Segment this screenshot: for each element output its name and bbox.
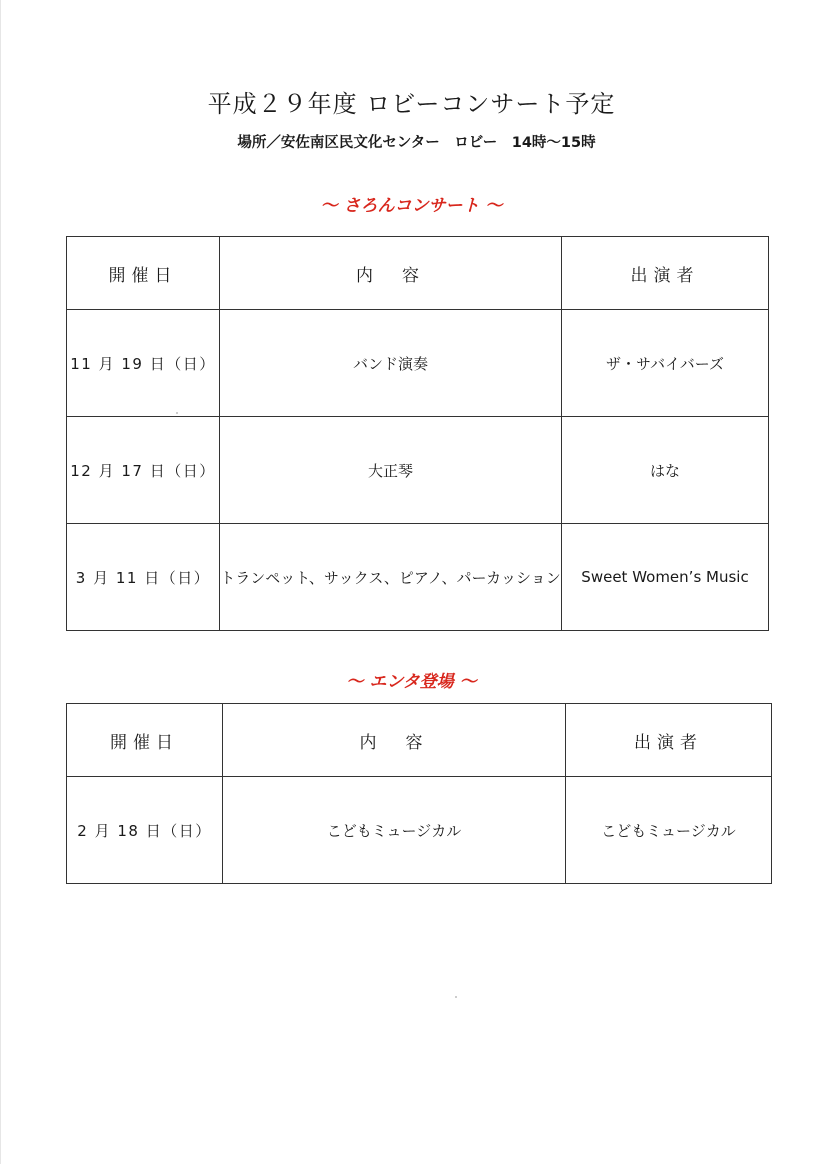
table-row [67, 310, 769, 417]
performer-cell: はな [562, 417, 769, 524]
performer-cell: ザ・サバイバーズ [562, 310, 769, 417]
content-cell: バンド演奏 [220, 310, 562, 417]
table-row [67, 524, 769, 631]
scan-speck [176, 412, 178, 414]
column-header-content: 内 容 [223, 704, 566, 777]
table-header-row [67, 704, 772, 777]
column-header-performer: 出演者 [562, 237, 769, 310]
column-header-date: 開催日 [67, 704, 223, 777]
content-cell: トランペット、サックス、ピアノ、パーカッション [220, 524, 562, 631]
date-cell: 2 月 18 日（日） [67, 777, 223, 884]
table-row [67, 777, 772, 884]
content-cell: こどもミュージカル [223, 777, 566, 884]
date-cell: 12 月 17 日（日） [67, 417, 220, 524]
column-header-performer: 出演者 [566, 704, 772, 777]
date-cell: 11 月 19 日（日） [67, 310, 220, 417]
page-title: 平成２９年度 ロビーコンサート予定 [207, 90, 616, 118]
scan-speck [455, 996, 457, 998]
column-header-date: 開催日 [67, 237, 220, 310]
performer-cell: Sweet Women’s Music [562, 524, 769, 631]
salon-concert-table [66, 236, 769, 631]
column-header-content: 内 容 [220, 237, 562, 310]
performer-cell: こどもミュージカル [566, 777, 772, 884]
table-row [67, 417, 769, 524]
table-header-row [67, 237, 769, 310]
venue-and-time: 場所／安佐南区民文化センター ロビー 14時～15時 [237, 135, 596, 151]
enta-table [66, 703, 772, 884]
enta-heading: ～ エンタ登場 ～ [346, 672, 477, 692]
salon-concert-heading: ～ さろんコンサート ～ [320, 196, 503, 216]
content-cell: 大正琴 [220, 417, 562, 524]
date-cell: 3 月 11 日（日） [67, 524, 220, 631]
